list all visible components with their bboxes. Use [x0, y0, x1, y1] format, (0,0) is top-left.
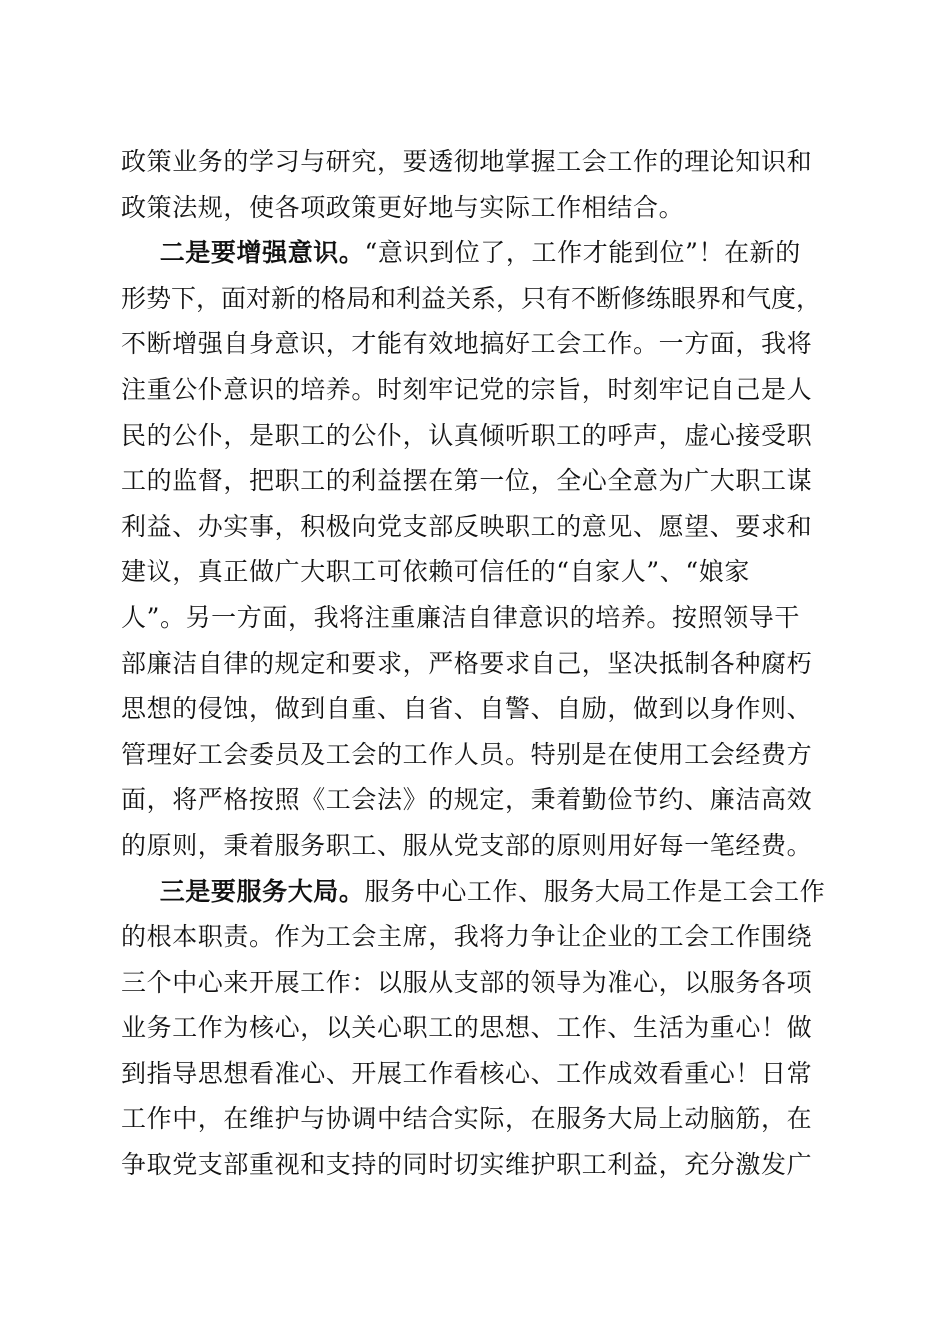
paragraph-2-line: 不断增强自身意识，才能有效地搞好工会工作。一方面，我将	[121, 329, 813, 359]
paragraph-2-first-line-text: “意识到位了，工作才能到位”！在新的	[364, 238, 801, 268]
body-text	[121, 139, 831, 1188]
paragraph-2-line: 建议，真正做广大职工可依赖可信任的“自家人”、“娘家	[121, 557, 750, 587]
paragraph-3-line: 到指导思想看准心、开展工作看核心、工作成效看重心！日常	[121, 1058, 813, 1088]
paragraph-2-line: 民的公仆，是职工的公仆，认真倾听职工的呼声，虚心接受职	[121, 420, 813, 450]
paragraph-2-line: 面，将严格按照《工会法》的规定，秉着勤俭节约、廉洁高效	[121, 785, 813, 815]
paragraph-3-first-line	[121, 869, 831, 915]
paragraph-3-line: 工作中，在维护与协调中结合实际，在服务大局上动脑筋，在	[121, 1104, 813, 1134]
paragraph-1-line: 政策法规，使各项政策更好地与实际工作相结合。	[121, 192, 685, 222]
paragraph-3-line: 争取党支部重视和支持的同时切实维护职工利益，充分激发广	[121, 1150, 813, 1180]
paragraph-2-line: 形势下，面对新的格局和利益关系，只有不断修练眼界和气度，	[121, 283, 822, 313]
paragraph-2-line: 人”。另一方面，我将注重廉洁自律意识的培养。按照领导干	[121, 602, 800, 632]
paragraph-1-line: 政策业务的学习与研究，要透彻地掌握工会工作的理论知识和	[121, 147, 813, 176]
paragraph-3-line: 的根本职责。作为工会主席，我将力争让企业的工会工作围绕	[121, 922, 813, 952]
paragraph-2-line: 管理好工会委员及工会的工作人员。特别是在使用工会经费方	[121, 739, 813, 769]
paragraph-3-line: 业务工作为核心，以关心职工的思想、工作、生活为重心！做	[121, 1013, 813, 1043]
paragraph-2-line: 工的监督，把职工的利益摆在第一位，全心全意为广大职工谋	[121, 466, 813, 496]
paragraph-3-heading: 三是要服务大局。	[159, 876, 365, 906]
paragraph-2-line: 思想的侵蚀，做到自重、自省、自警、自励，做到以身作则、	[121, 694, 813, 724]
paragraph-2-heading: 二是要增强意识。	[159, 238, 365, 268]
paragraph-2-line: 部廉洁自律的规定和要求，严格要求自己，坚决抵制各种腐朽	[121, 648, 813, 678]
paragraph-2-first-line	[121, 230, 831, 276]
paragraph-2-line: 注重公仆意识的培养。时刻牢记党的宗旨，时刻牢记自己是人	[121, 374, 813, 404]
paragraph-2-line: 的原则，秉着服务职工、服从党支部的原则用好每一笔经费。	[121, 830, 813, 860]
paragraph-3-first-line-text: 服务中心工作、服务大局工作是工会工作	[364, 876, 826, 906]
paragraph-3-line: 三个中心来开展工作：以服从支部的领导为准心，以服务各项	[121, 967, 813, 997]
paragraph-2-line: 利益、办实事，积极向党支部反映职工的意见、愿望、要求和	[121, 511, 813, 541]
